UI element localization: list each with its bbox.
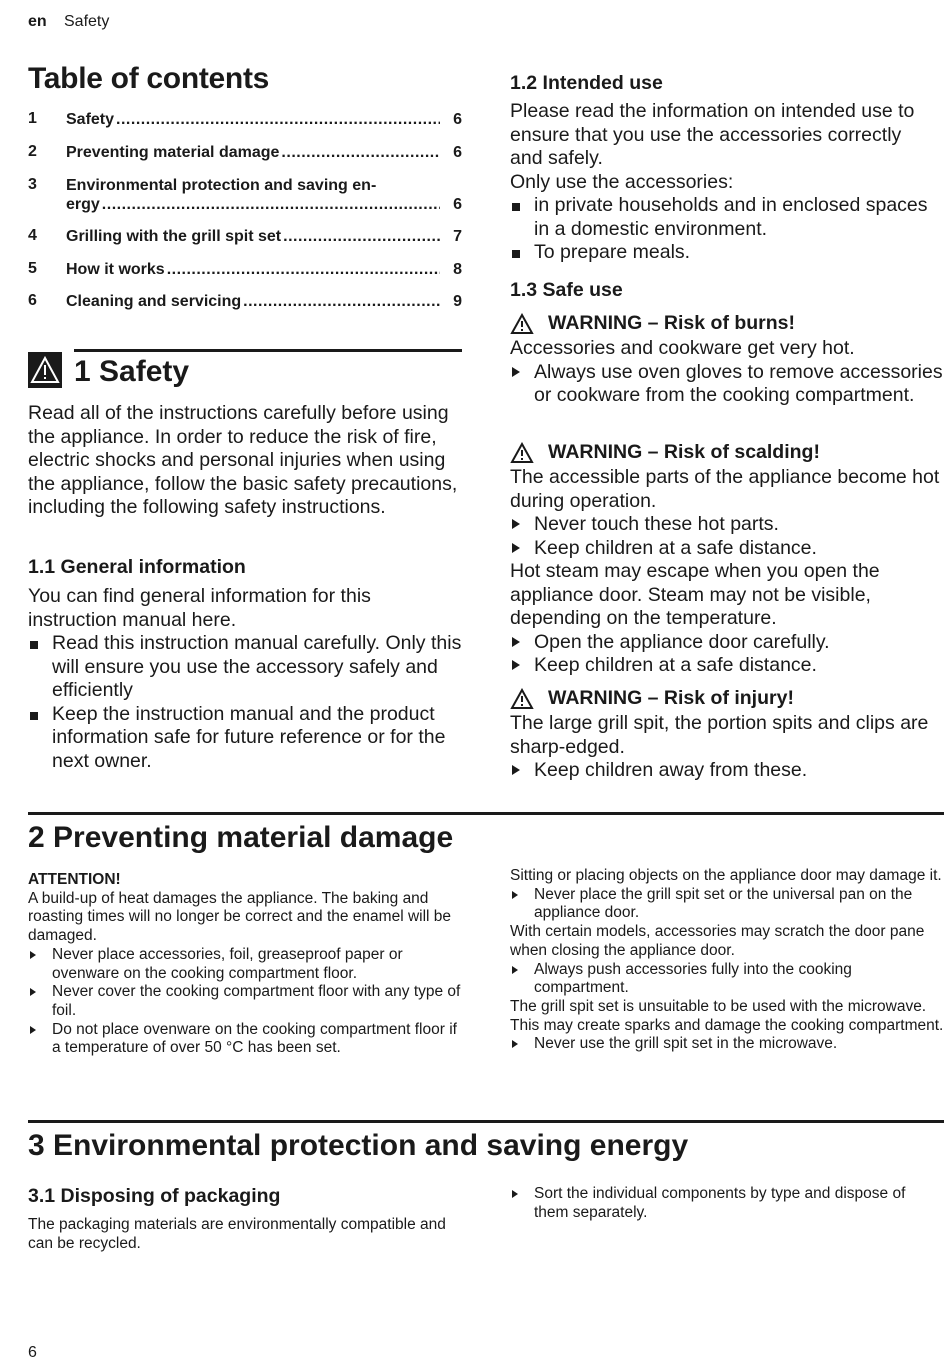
section-rule [74,349,462,352]
intended-use-block [510,100,928,265]
warning-heading: WARNING – Risk of burns! [510,312,944,335]
list-item: Always use oven gloves to remove accessories or cookware from the cooking compartment. [510,361,944,408]
toc-label: Grilling with the grill spit set [66,228,282,245]
toc-entry-6[interactable] [28,292,462,311]
toc-entry-3[interactable] [28,176,462,214]
damage-right-block [510,867,944,1054]
warning-text: The large grill spit, the portion spits and clips are sharp-edged. [510,712,929,758]
list-item: Never touch these hot parts. [510,513,946,537]
toc-label-line2: ergy [66,196,100,213]
warning-injury [510,687,944,783]
damage-left-block [28,871,464,1058]
list-item: Do not place ovenware on the cooking compartment floor if a temperature of over 50 °C has been set. [28,1021,464,1058]
packaging-steps [510,1185,944,1222]
attention-label: ATTENTION! [28,871,121,888]
section-rule [28,812,944,815]
warning-triangle-icon [510,688,534,710]
running-header-section: Safety [64,13,110,30]
list-item: Read this instruction manual carefully. Only this will ensure you use the accessory safely and efficiently [28,632,464,703]
toc-label: How it works [66,261,165,278]
toc-label: Preventing material damage [66,144,280,161]
intended-use-text2: Only use the accessories: [510,170,734,193]
damage-text: A build-up of heat damages the appliance. The baking and roasting times will no longer be correct and the enamel will be damaged. [28,889,452,945]
toc-number: 3 [28,176,37,193]
list-item: in private households and in enclosed spaces in a domestic environment. [510,194,928,241]
section-rule [28,1120,944,1123]
list-item: Never place accessories, foil, greaseproof paper or ovenware on the cooking compartment floor. [28,946,464,983]
page-number: 6 [28,1344,37,1361]
damage-text2: Sitting or placing objects on the appliance door may damage it. [510,867,942,884]
toc-title: Table of contents [28,62,270,95]
toc-entry-4[interactable] [28,227,462,246]
subsection-1-3-title: 1.3 Safe use [510,279,623,301]
damage-text3: With certain models, accessories may scratch the door pane when closing the appliance door. [510,923,925,959]
toc-label: Cleaning and servicing [66,293,242,310]
toc-number: 2 [28,143,37,160]
damage-text4: The grill spit set is unsuitable to be used with the microwave. This may create sparks and damage the cooking compartment. [510,997,944,1034]
section-3-title: 3 Environmental protection and saving energy [28,1129,689,1162]
safety-intro: Read all of the instructions carefully before using the appliance. In order to reduce the risk of fire, electric shocks and personal injuries when using the appliance, follow the basic safety precautions, including the following safety instructions. [28,402,458,518]
safety-warning-badge [28,352,62,393]
warning-triangle-icon [28,352,62,388]
list-item: To prepare meals. [510,241,928,265]
warning-triangle-icon [510,442,534,464]
warning-heading: WARNING – Risk of scalding! [510,441,946,464]
toc-label-line1: Environmental protection and saving en- [66,177,377,194]
list-item: Never place the grill spit set or the universal pan on the appliance door. [510,886,944,923]
warning-scalding [510,441,946,678]
toc-page: 7 [453,228,462,245]
list-item: Always push accessories fully into the cooking compartment. [510,961,944,998]
list-item: Never cover the cooking compartment floor with any type of foil. [28,983,464,1020]
warning-triangle-icon [510,313,534,335]
toc-entry-2[interactable] [28,143,462,162]
list-item: Keep children away from these. [510,759,944,783]
toc-page: 9 [453,293,462,310]
list-item: Never use the grill spit set in the microwave. [510,1035,944,1054]
toc-page: 6 [453,144,462,161]
warning-text: The accessible parts of the appliance become hot during operation. [510,466,940,512]
warning-heading: WARNING – Risk of injury! [510,687,944,710]
section-2-title: 2 Preventing material damage [28,821,454,854]
list-item: Keep children at a safe distance. [510,654,946,678]
language-code: en [28,13,47,30]
intended-use-text: Please read the information on intended use to ensure that you use the accessories correctly and safely. [510,100,915,169]
subsection-3-1-title: 3.1 Disposing of packaging [28,1185,281,1207]
list-item: Sort the individual components by type and dispose of them separately. [510,1185,944,1222]
packaging-text: The packaging materials are environmentally compatible and can be recycled. [28,1216,446,1252]
list-item: Keep the instruction manual and the product information safe for future reference or for the next owner. [28,703,464,774]
list-item: Open the appliance door carefully. [510,631,946,655]
toc-number: 6 [28,292,37,309]
toc-entry-1[interactable] [28,110,462,129]
list-item: Keep children at a safe distance. [510,537,946,561]
warning-burns [510,312,944,408]
warning-text2: Hot steam may escape when you open the appliance door. Steam may not be visible, depending on the temperature. [510,560,880,629]
general-info-block [28,585,464,773]
general-info-text: You can find general information for this instruction manual here. [28,585,371,631]
toc-number: 4 [28,227,37,244]
toc-entry-5[interactable] [28,260,462,279]
toc-page: 8 [453,261,462,278]
subsection-1-2-title: 1.2 Intended use [510,72,663,94]
warning-text: Accessories and cookware get very hot. [510,337,855,359]
toc-number: 1 [28,110,37,127]
toc-page: 6 [453,111,462,128]
toc-number: 5 [28,260,37,277]
section-1-title: 1 Safety [74,355,190,388]
toc-page: 6 [453,196,462,213]
toc-label: Safety [66,111,115,128]
subsection-1-1-title: 1.1 General information [28,556,246,578]
